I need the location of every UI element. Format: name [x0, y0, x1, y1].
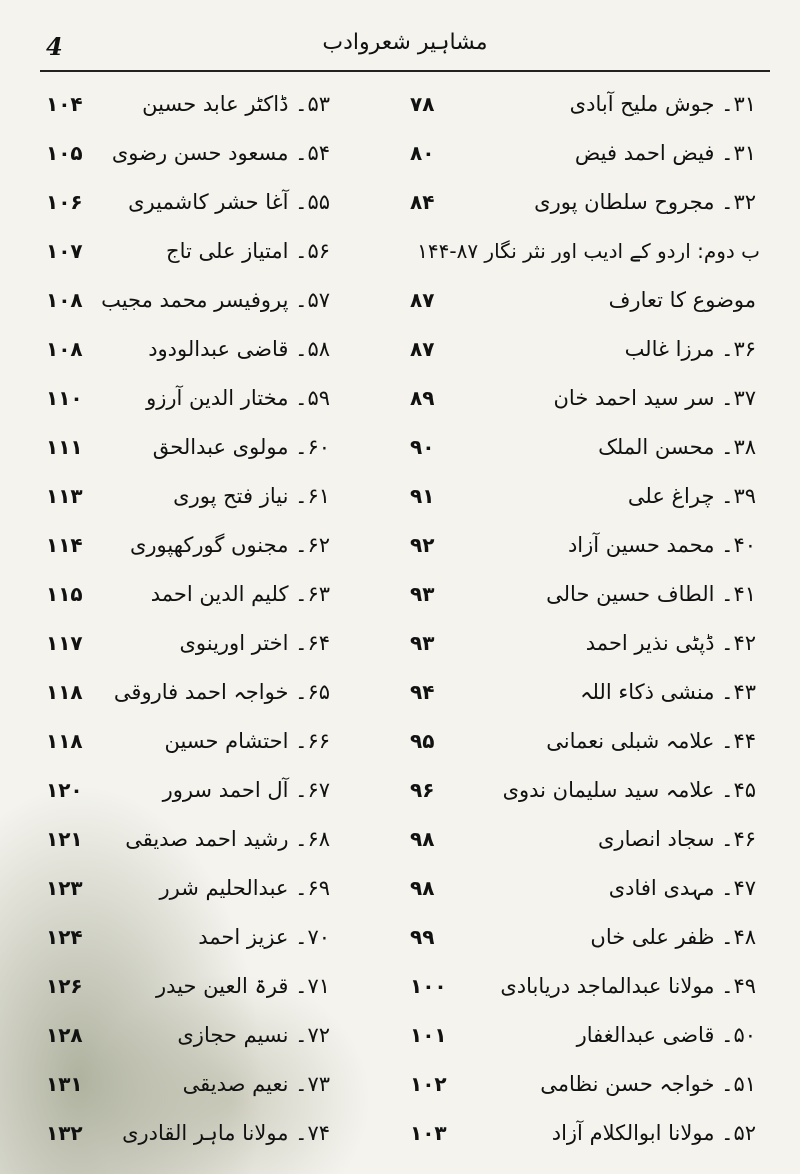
toc-entry-page-number: ۱۰۲	[410, 1072, 447, 1096]
toc-entry-title: ۵۸۔ قاضی عبدالودود	[148, 337, 330, 361]
toc-entry	[40, 815, 400, 863]
toc-entry	[40, 668, 400, 716]
toc-entry	[400, 1060, 760, 1108]
toc-entry-title: ۷۴۔ مولانا ماہر القادری	[122, 1121, 330, 1145]
toc-entry-page-number: ۱۰۳	[410, 1121, 447, 1145]
header-rule	[40, 70, 770, 72]
toc-entry-page-number: ۷۸	[410, 92, 435, 116]
toc-entry-page-number: ۱۰۱	[410, 1023, 447, 1047]
toc-entry	[40, 619, 400, 667]
toc-entry-title: ۶۲۔ مجنوں گورکھپوری	[129, 533, 330, 557]
toc-entry-page-number: ۹۳	[410, 631, 435, 655]
toc-entry-page-number: ۱۲۰	[46, 778, 83, 802]
toc-entry	[400, 374, 760, 422]
toc-entry	[400, 80, 760, 128]
toc-entry-title: ۴۷۔ مہدی افادی	[608, 876, 756, 900]
toc-entry	[400, 864, 760, 912]
toc-entry-title: ۳۶۔ مرزا غالب	[624, 337, 756, 361]
toc-entry	[400, 276, 760, 324]
toc-entry	[400, 668, 760, 716]
toc-entry-title: ۵۳۔ ڈاکٹر عابد حسین	[142, 92, 330, 116]
toc-entry-title: ۳۹۔ چراغ علی	[627, 484, 756, 508]
toc-entry-title: ۷۳۔ نعیم صدیقی	[182, 1072, 330, 1096]
toc-entry	[400, 1011, 760, 1059]
toc-entry	[400, 521, 760, 569]
toc-entry	[400, 178, 760, 226]
toc-entry-title: ۷۰۔ عزیز احمد	[198, 925, 330, 949]
toc-entry-title: ۳۱۔ فیض احمد فیض	[574, 141, 756, 165]
toc-entry	[40, 472, 400, 520]
toc-entry	[40, 1060, 400, 1108]
toc-entry-title: ۵۰۔ قاضی عبدالغفار	[576, 1023, 756, 1047]
section-heading: ب دوم: اردو کے ادیب اور نثر نگار ۸۷-۱۴۴	[417, 239, 760, 263]
toc-entry-page-number: ۱۱۷	[46, 631, 83, 655]
toc-entry-page-number: ۸۷	[410, 337, 435, 361]
toc-entry-page-number: ۹۱	[410, 484, 435, 508]
toc-entry-page-number: ۱۱۴	[46, 533, 83, 557]
toc-entry	[40, 913, 400, 961]
toc-entry-title: ۴۳۔ منشی ذکاء اللہ	[580, 680, 756, 704]
toc-entry-title: ۳۸۔ محسن الملک	[598, 435, 756, 459]
toc-left-column	[40, 80, 400, 1160]
toc-entry-title: موضوع کا تعارف	[608, 288, 756, 312]
toc-entry-page-number: ۱۰۵	[46, 141, 83, 165]
toc-entry-page-number: ۱۲۱	[46, 827, 83, 851]
toc-entry	[40, 129, 400, 177]
toc-entry-page-number: ۹۳	[410, 582, 435, 606]
toc-entry	[400, 766, 760, 814]
toc-entry-page-number: ۹۸	[410, 827, 435, 851]
toc-entry-title: ۵۵۔ آغا حشر کاشمیری	[128, 190, 330, 214]
toc-entry-page-number: ۱۰۰	[410, 974, 447, 998]
toc-entry-page-number: ۸۹	[410, 386, 435, 410]
toc-entry	[40, 1011, 400, 1059]
toc-entry-title: ۳۷۔ سر سید احمد خان	[553, 386, 756, 410]
toc-entry-page-number: ۹۶	[410, 778, 435, 802]
toc-entry-page-number: ۱۱۵	[46, 582, 83, 606]
toc-entry-page-number: ۹۹	[410, 925, 435, 949]
toc-entry-title: ۵۴۔ مسعود حسن رضوی	[111, 141, 330, 165]
toc-entry	[40, 374, 400, 422]
toc-entry-page-number: ۱۲۸	[46, 1023, 83, 1047]
toc-entry-title: ۵۲۔ مولانا ابوالکلام آزاد	[551, 1121, 756, 1145]
toc-entry-title: ۵۷۔ پروفیسر محمد مجیب	[101, 288, 330, 312]
toc-entry	[40, 864, 400, 912]
toc-entry-page-number: ۱۰۸	[46, 288, 83, 312]
toc-entry-page-number: ۸۰	[410, 141, 435, 165]
toc-entry-page-number: ۱۲۴	[46, 925, 83, 949]
toc-entry	[400, 717, 760, 765]
toc-entry-page-number: ۹۵	[410, 729, 435, 753]
toc-entry-title: ۶۰۔ مولوی عبدالحق	[152, 435, 330, 459]
toc-entry-page-number: ۸۷	[410, 288, 435, 312]
toc-entry	[40, 325, 400, 373]
toc-entry-title: ۴۸۔ ظفر علی خاں	[590, 925, 756, 949]
toc-entry	[400, 619, 760, 667]
toc-entry-page-number: ۹۴	[410, 680, 435, 704]
page-number: 4	[46, 32, 63, 61]
toc-entry-title: ۴۰۔ محمد حسین آزاد	[567, 533, 756, 557]
toc-entry-page-number: ۱۱۸	[46, 729, 83, 753]
toc-entry-title: ۴۵۔ علامہ سید سلیمان ندوی	[502, 778, 756, 802]
toc-entry-page-number: ۹۸	[410, 876, 435, 900]
toc-entry-title: ۴۶۔ سجاد انصاری	[598, 827, 756, 851]
toc-entry	[40, 962, 400, 1010]
toc-entry	[40, 1109, 400, 1157]
toc-entry	[400, 227, 760, 275]
toc-entry	[40, 766, 400, 814]
toc-entry-page-number: ۱۰۴	[46, 92, 83, 116]
toc-entry	[400, 472, 760, 520]
toc-entry-title: ۶۷۔ آل احمد سرور	[162, 778, 330, 802]
toc-entry	[40, 80, 400, 128]
toc-entry-page-number: ۱۰۸	[46, 337, 83, 361]
page-header	[40, 24, 770, 72]
toc-entry	[40, 717, 400, 765]
toc-entry-page-number: ۱۲۳	[46, 876, 83, 900]
toc-entry	[40, 570, 400, 618]
toc-entry-title: ۴۴۔ علامہ شبلی نعمانی	[546, 729, 756, 753]
toc-entry-page-number: ۹۰	[410, 435, 435, 459]
toc-entry	[400, 913, 760, 961]
toc-entry-title: ۶۸۔ رشید احمد صدیقی	[125, 827, 330, 851]
toc-entry	[400, 423, 760, 471]
toc-entry-title: ۶۵۔ خواجہ احمد فاروقی	[113, 680, 330, 704]
toc-entry-title: ۴۹۔ مولانا عبدالماجد دریابادی	[500, 974, 756, 998]
toc-entry-title: ۶۹۔ عبدالحلیم شرر	[159, 876, 330, 900]
toc-entry-title: ۴۱۔ الطاف حسین حالی	[546, 582, 756, 606]
toc-entry-title: ۵۶۔ امتیاز علی تاج	[166, 239, 330, 263]
toc-entry	[40, 521, 400, 569]
toc-entry-title: ۵۱۔ خواجہ حسن نظامی	[540, 1072, 756, 1096]
toc-entry-title: ۶۱۔ نیاز فتح پوری	[173, 484, 330, 508]
toc-entry-page-number: ۱۱۱	[46, 435, 83, 459]
toc-entry	[40, 178, 400, 226]
toc-entry-page-number: ۸۴	[410, 190, 435, 214]
toc-entry-title: ۷۲۔ نسیم حجازی	[177, 1023, 330, 1047]
running-title: مشاہیر شعروادب	[322, 30, 488, 55]
toc-entry-page-number: ۱۳۲	[46, 1121, 83, 1145]
toc-entry-title: ۶۴۔ اختر اورینوی	[179, 631, 330, 655]
toc-entry-page-number: ۱۰۷	[46, 239, 83, 263]
toc-entry-page-number: ۱۱۳	[46, 484, 83, 508]
toc-entry	[400, 570, 760, 618]
toc-entry	[400, 815, 760, 863]
toc-entry-page-number: ۱۱۸	[46, 680, 83, 704]
toc-entry	[40, 423, 400, 471]
toc-entry	[400, 129, 760, 177]
toc-right-column	[400, 80, 760, 1160]
toc-entry	[400, 325, 760, 373]
toc-entry-page-number: ۱۳۱	[46, 1072, 83, 1096]
toc-entry-title: ۶۳۔ کلیم الدین احمد	[150, 582, 330, 606]
toc-entry	[400, 962, 760, 1010]
toc-entry-title: ۳۱۔ جوش ملیح آبادی	[569, 92, 756, 116]
toc-entry-title: ۵۹۔ مختار الدین آرزو	[146, 386, 330, 410]
toc-entry-title: ۷۱۔ قرۃ العین حیدر	[156, 974, 330, 998]
toc-entry	[400, 1109, 760, 1157]
toc-entry-title: ۴۲۔ ڈپٹی نذیر احمد	[585, 631, 756, 655]
toc-entry	[40, 276, 400, 324]
toc-entry-page-number: ۱۱۰	[46, 386, 83, 410]
toc-entry-page-number: ۱۲۶	[46, 974, 83, 998]
toc-entry-title: ۶۶۔ احتشام حسین	[164, 729, 330, 753]
toc-entry	[40, 227, 400, 275]
toc-entry-page-number: ۱۰۶	[46, 190, 83, 214]
toc-entry-page-number: ۹۲	[410, 533, 435, 557]
table-of-contents	[40, 80, 760, 1160]
toc-entry-title: ۳۲۔ مجروح سلطان پوری	[534, 190, 756, 214]
